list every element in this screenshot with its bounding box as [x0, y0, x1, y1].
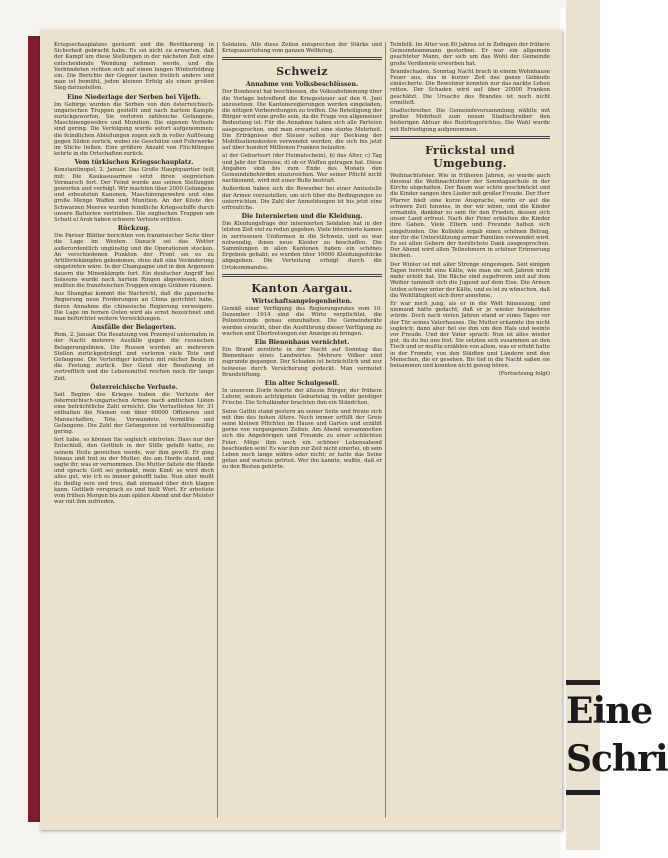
article-paragraph: Konstantinopel, 2. Januar. Das Große Hauptquartier teilt mit: Die Kaukasusarmee setzt ihren siegreichen Vormarsch fort. Der Feind wurde aus seinen Stellungen geworfen und verfolgt. Wir machten über 2000 Gefangene und erbeuteten Kanonen, Maschinengewehre und eine große Menge Waffen und Munition. An der Küste des Schwarzen Meeres wurden feindliche Kriegsschiffe durch unsere Batterien vertrieben. Die englischen Truppen am Schatt el Arab haben schwere Verluste erlitten.: [54, 167, 214, 224]
article-paragraph: Seine Gattin stand gestern an seiner Seite und freute sich mit ihm des hohen Alters. Noch immer erfüllt der Greis seine kleinen Pflichten im Hause und Garten und erzählt gerne von vergangenen Zeiten. Am Abend versammelten sich die Angehörigen und Freunde zu einer schlichten Feier. Möge ihm noch ein schöner Lebensabend beschieden sein! Es war ihm zur Zeit nicht einerlei, ob sein Leben noch lange währe oder nicht; er hatte das Seine getan und wartete getrost. Wer ihn kannte, wußte, daß er zu den Besten gehörte.: [222, 408, 382, 471]
article-paragraph: Ein Brand zerstörte in der Nacht auf Sonntag das Bienenhaus eines Landwirtes. Mehrere Völker sind zugrunde gegangen. Der Schaden ist beträchtlich und nur teilweise durch Versicherung gedeckt. Man vermutet Brandstiftung.: [222, 346, 382, 378]
article-paragraph: Außerdem haben sich die Bewerber bei einer Amtsstelle der Armee vorzustellen, um sich über die Bedingungen zu unterrichten. Die Zahl der Anmeldungen ist bis jetzt eine erfreuliche.: [222, 186, 382, 212]
next-page-headline-1: Eine: [566, 690, 653, 732]
next-page-headline-2: Schri: [566, 738, 668, 780]
article-heading: Ausfälle der Belagerten.: [91, 324, 177, 332]
article-heading: Vom türkischen Kriegsschauplatz.: [74, 159, 194, 167]
next-page-rule: [566, 680, 600, 685]
article-paragraph: Die Pariser Blätter berichten von französischer Seite über die Lage im Westen. Danach sei das Wetter außerordentlich ungünstig und die Operationen stocken. An verschiedenen Punkten der Front sei es zu Artilleriekämpfen gekommen, ohne daß eine Veränderung eingetreten wäre. In der Champagne und in den Argonnen dauern die Minenkämpfe fort. Ein deutscher Angriff bei Soissons wurde nach hartem Ringen abgewiesen, doch mußten die französischen Truppen einige Gräben räumen.: [54, 233, 214, 289]
article-paragraph: Stadtschreiber. Die Gemeindeversammlung wählte mit großer Mehrheit zum neuen Stadtschreiber den bisherigen Aktuar des Bezirksgerichtes. Die Wahl wurde mit Befriedigung aufgenommen.: [390, 108, 550, 133]
column-rule: [385, 42, 386, 818]
article-paragraph: Soldaten. Alle diese Zeilen entsprechen der Stärke und Kriegsausrüstung vom ganzen Weltkrieg.: [222, 42, 382, 55]
continuation-note: (Fortsetzung folgt): [498, 371, 550, 378]
article-paragraph: fort habe, so können Sie sogleich eintreten. Dass nur der Entschluß, den Gottlieb in der Stille gefaßt hatte, zu seinem Heile gereichen werde, war ihm gewiß. Er ging hinaus und trat zu der Mutter, die am Herde stand, und sagte ihr, was er vernommen. Die Mutter faltete die Hände und sprach: Gott sei gedankt, mein Kind; so wird doch alles gut, wie ich es immer gehofft habe. Nun aber mußt du fleißig sein und treu, daß niemand über dich klagen kann. Gottlieb versprach es und hielt Wort. Er arbeitete vom frühen Morgen bis zum späten Abend und der Meister war mit ihm zufrieden.: [54, 437, 214, 506]
article-paragraph: Der Winter ist mit aller Strenge eingezogen. Seit einigen Tagen herrscht eine Kälte, wie man sie seit Jahren nicht mehr erlebt hat. Die Bäche sind zugefroren und auf dem Weiher tummelt sich die Jugend auf dem Eise. Die Armen leiden schwer unter der Kälte, und es ist zu wünschen, daß die Wohltätigkeit sich ihrer annehme.: [390, 261, 550, 299]
article-paragraph: Brandschaden. Sonntag Nacht brach in einem Wohnhause Feuer aus, das in kurzer Zeit das ganze Gebäude einäscherte. Die Bewohner konnten nur das nackte Leben retten. Der Schaden wird auf über 20000 Franken geschätzt. Die Ursache des Brandes ist noch nicht ermittelt.: [390, 68, 550, 106]
article-paragraph: Im Gebirge wurden die Serben von den österreichisch-ungarischen Truppen gestellt und nach hartem Kampfe zurückgeworfen. Sie verloren zahlreiche Gefangene, Maschinengewehre und Munition. Die eigenen Verluste sind gering. Die Verfolgung wurde sofort aufgenommen; die feindlichen Abteilungen zogen sich in voller Auflösung gegen Süden zurück, wobei sie Geschütze und Fuhrwerke im Stiche ließen. Eine größere Anzahl von Flüchtlingen kehrte in die Ortschaften zurück.: [54, 101, 214, 158]
article-paragraph: Teinfelß. Im Alter von 80 Jahren ist in Zofingen der frühere Gemeindeammann gestorben. Er war ein allgemein geachteter Mann, der sich um das Wohl der Gemeinde große Verdienste erworben hat.: [390, 42, 550, 67]
column-rule: [217, 42, 218, 818]
article-heading: Kanton Aargau.: [251, 281, 353, 295]
article-paragraph: Rom, 2. Januar. Die Besatzung von Przemysl unternahm in der Nacht mehrere Ausfälle gegen die russischen Belagerungslinien. Die Russen wurden an mehreren Stellen zurückgedrängt und verloren viele Tote und Gefangene. Die Verteidiger kehrten mit reicher Beute in die Festung zurück. Der Geist der Besatzung ist vortrefflich und die Lebensmittel reichen noch für lange Zeit.: [54, 332, 214, 382]
article-heading: Ein Bienenhaus vernichtet.: [254, 338, 350, 346]
article-paragraph: Der Bundesrat hat beschlossen, die Volksabstimmung über die Vorlage betreffend die Kriegssteuer auf den 6. Juni anzusetzen. Die Kantonsregierungen werden eingeladen, die nötigen Vorbereitungen zu treffen. Die Beteiligung der Bürger wird eine große sein, da die Frage von allgemeiner Bedeutung ist. Für die Annahme haben sich alle Parteien ausgesprochen, und man erwartet eine starke Mehrheit. Die Erträgnisse der Steuer sollen zur Deckung der Mobilisationskosten verwendet werden, die sich bis jetzt auf über hundert Millionen Franken belaufen.: [222, 89, 382, 152]
article-heading: Österreichische Verluste.: [90, 383, 178, 391]
article-heading: Frückstal und Umgebung.: [425, 143, 515, 170]
article-paragraph: Weihnachtsfeier. Wie in früheren Jahren, so wurde auch diesmal die Weihnachtsfeier der Sonntagsschule in der Kirche abgehalten. Der Baum war schön geschmückt und die Kinder sangen ihre Lieder mit großer Freude. Der Herr Pfarrer hielt eine kurze Ansprache, worin er auf die schwere Zeit hinwies, in der wir leben, und die Kinder ermahnte, dankbar zu sein für den Frieden, dessen sich unser Land erfreut. Nach der Feier erhielten die Kinder ihre Gaben. Viele Eltern und Freunde hatten sich eingefunden. Die Kollekte ergab einen schönen Betrag, der für die Unterstützung armer Familien verwendet wird. Es sei allen Gebern der herzlichste Dank ausgesprochen. Der Abend wird allen Teilnehmern in schöner Erinnerung bleiben.: [390, 172, 550, 260]
article-paragraph: Kriegsschauplatzes geräumt und die Bevölkerung in Sicherheit gebracht habe. Es sei nicht zu erwarten, daß der Kampf um diese Stellungen in der nächsten Zeit eine entscheidende Wendung nehmen werde, und die Verbündeten richten sich auf einen langen Winterfeldzug ein. Die Berichte der Gegner lauten freilich anders und man ist bemüht, jeden kleinen Erfolg als einen großen Sieg darzustellen.: [54, 42, 214, 92]
article-heading: Die Internierten und die Kleidung.: [241, 213, 363, 221]
article-heading: Wirtschaftsangelegenheiten.: [251, 297, 353, 305]
article-paragraph: Er war noch jung, als er in die Welt hinauszog, und niemand hätte gedacht, daß er je wieder heimkehren würde. Doch nach vielen Jahren stand er eines Tages vor der Tür seines Vaterhauses. Die Mutter erkannte ihn nicht sogleich; dann aber fiel sie ihm um den Hals und weinte vor Freude. Und der Vater sprach: Nun ist alles wieder gut, da du bei uns bist. Sie setzten sich zusammen an den Tisch und er mußte erzählen von allem, was er erlebt hatte in der Fremde, von den Städten und Ländern und den Menschen, die er gesehen. Bis tief in die Nacht saßen sie beisammen und konnten nicht genug hören.: [390, 300, 550, 369]
next-page-edge: [566, 0, 668, 850]
article-heading: Eine Niederlage der Serben bei Vijeth.: [67, 93, 201, 101]
section-rule: [222, 57, 382, 60]
article-paragraph: Aus Shanghai kommt die Nachricht, daß die japanische Regierung neue Forderungen an China gerichtet habe, deren Annahme die chinesische Regierung verweigere. Die Lage im fernen Osten wird als ernst bezeichnet und man befürchtet weitere Verwicklungen.: [54, 291, 214, 322]
article-paragraph: In unserem Dorfe feierte der älteste Bürger, der frühere Lehrer, seinen achtzigsten Geburtstag in voller geistiger Frische. Die Schulkinder brachten ihm ein Ständchen.: [222, 387, 382, 407]
article-paragraph: Die Kleidungsfrage der internierten Soldaten hat in der letzten Zeit viel zu reden gegeben. Viele Internierte kamen in zerrissenen Uniformen in die Schweiz, und es war notwendig, ihnen neue Kleider zu beschaffen. Die Sammlungen in allen Kantonen haben ein schönes Ergebnis gehabt; es wurden über 10000 Kleidungsstücke abgegeben. Die Verteilung erfolgt durch die Ortskommandos.: [222, 221, 382, 271]
article-heading: Schweiz: [276, 65, 328, 79]
article-heading: Rückzug.: [117, 225, 151, 233]
section-rule: [222, 274, 382, 277]
section-rule: [390, 136, 550, 139]
column-left: [54, 42, 214, 818]
next-page-rule: [566, 790, 600, 795]
article-paragraph: Gemäß einer Verfügung des Regierungsrates vom 10. Dezember 1914 sind die Wirte verpflichtet, die Polizeistunde genau einzuhalten. Die Gemeinderäte werden ersucht, über die Ausführung dieser Verfügung zu wachen und Übertretungen zur Anzeige zu bringen.: [222, 305, 382, 337]
column-right: [390, 42, 550, 818]
newspaper-page: [40, 30, 562, 830]
article-heading: Ein alter Schulgesell.: [264, 379, 340, 387]
article-paragraph: Seit Beginn des Krieges haben die Verluste der österreichisch-ungarischen Armee nach amtlichen Listen eine beträchtliche Zahl erreicht. Die Verlustlisten Nr. 31 enthalten die Namen von über 60000 Offizieren und Mannschaften, Tote, Verwundete, Vermißte und Gefangene. Die Zahl der Gefangenen ist verhältnismäßig gering.: [54, 391, 214, 435]
article-heading: Annahme von Volksbeschlüssen.: [245, 81, 359, 89]
article-paragraph: a) der Geburtsort (der Heimatschein), b) das Alter, c) Tag und Jahr der Einreise, d) ob er Waffen getragen hat. Diese Angaben sind bis zum Ende des Monats den Gemeindebehörden einzureichen. Wer seiner Pflicht nicht nachkommt, wird mit einer Buße bestraft.: [222, 153, 382, 185]
column-middle: [222, 42, 382, 818]
